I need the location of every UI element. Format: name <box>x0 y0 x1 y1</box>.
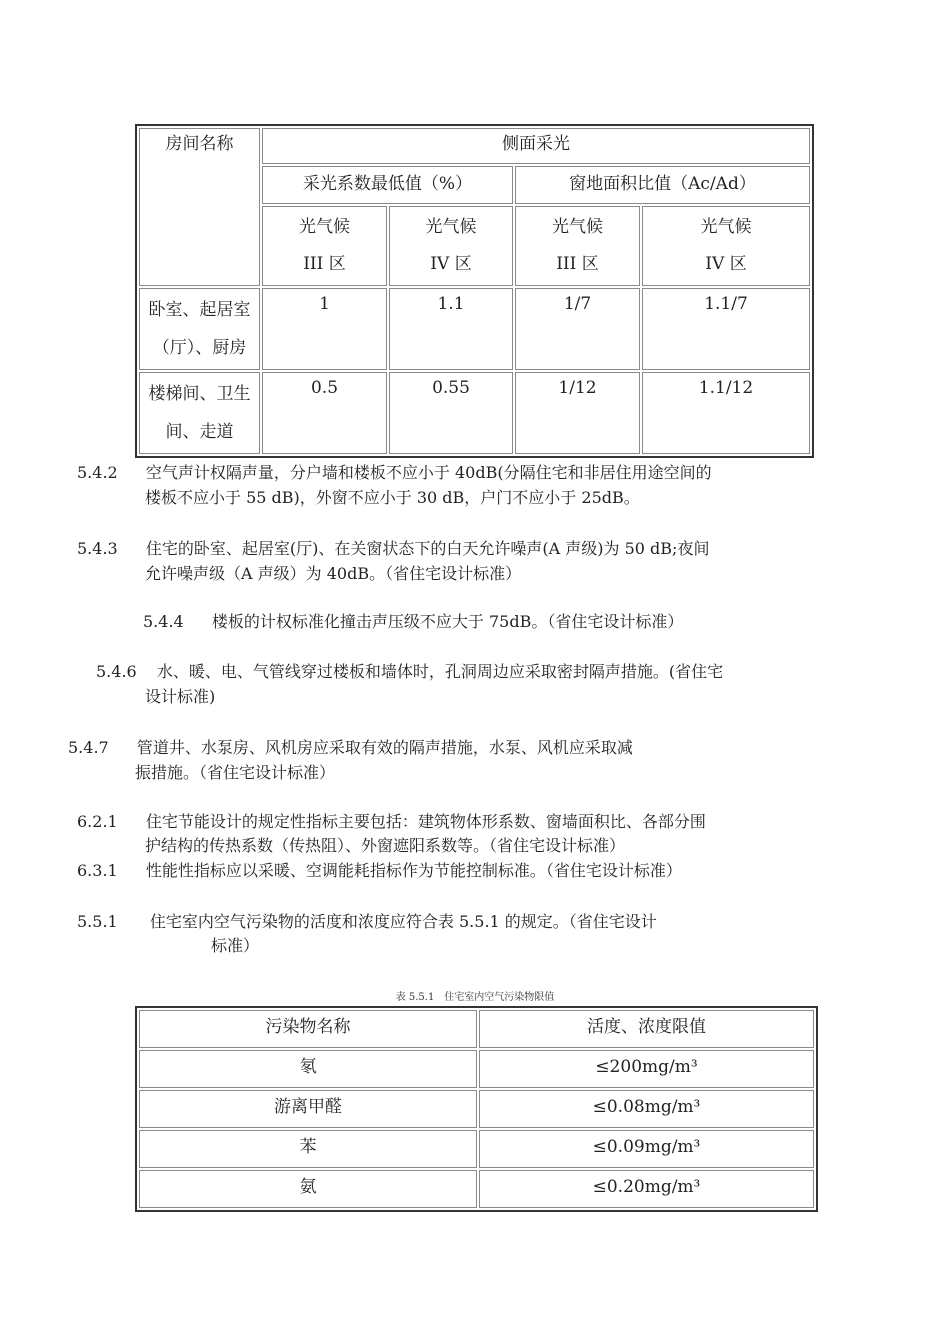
clause-number: 5.4.6 <box>96 662 137 681</box>
ratio-iii-cell: 1/7 <box>515 288 640 370</box>
clause-text-continued: 允许噪声级（A 声级）为 40dB。（省住宅设计标准） <box>145 564 522 583</box>
clause-text: 住宅的卧室、起居室(厅)、在关窗状态下的白天允许噪声(A 声级)为 50 dB;夜间 <box>145 539 710 558</box>
pollutant-table <box>135 1006 818 1212</box>
room-name-line: 卧室、起居室 <box>148 300 251 320</box>
clause-text: 住宅室内空气污染物的活度和浓度应符合表 5.5.1 的规定。（省住宅设计 <box>149 912 657 931</box>
table-row <box>139 1090 814 1128</box>
clause-number: 6.3.1 <box>77 861 118 880</box>
table-row <box>139 372 810 454</box>
table-row <box>139 1170 814 1208</box>
clause-text: 空气声计权隔声量，分户墙和楼板不应小于 40dB(分隔住宅和非居住用途空间的 <box>145 463 712 482</box>
limit-cell: ≤0.08mg/m³ <box>479 1090 814 1128</box>
table-row <box>139 1130 814 1168</box>
table-row <box>139 288 810 370</box>
clause-text: 住宅节能设计的规定性指标主要包括：建筑物体形系数、窗墙面积比、各部分围 <box>145 812 706 831</box>
limit-cell: ≤0.20mg/m³ <box>479 1170 814 1208</box>
zone-label: 光气候 <box>299 217 350 237</box>
clause-5-4-2 <box>77 460 712 485</box>
room-name-line: 间、走道 <box>165 422 234 442</box>
table-caption: 表 5.5.1 住宅室内空气污染物限值 <box>395 992 555 1003</box>
header-room-name: 房间名称 <box>139 128 260 286</box>
clause-text-continued: 楼板不应小于 55 dB)，外窗不应小于 30 dB，户门不应小于 25dB。 <box>145 488 640 507</box>
clause-text: 楼板的计权标准化撞击声压级不应大于 75dB。（省住宅设计标准） <box>211 612 684 631</box>
coef-iii-cell: 0.5 <box>262 372 387 454</box>
coef-iii-cell: 1 <box>262 288 387 370</box>
zone-label: 光气候 <box>700 217 752 237</box>
zone-iii: III 区 <box>556 254 599 274</box>
clause-6-3-1 <box>77 858 682 883</box>
header-zone-iii-ratio <box>515 206 640 286</box>
clause-number: 5.4.2 <box>77 463 118 482</box>
zone-iv: IV 区 <box>705 254 747 274</box>
zone-label: 光气候 <box>425 217 477 237</box>
clause-text: 水、暖、电、气管线穿过楼板和墙体时，孔洞周边应采取密封隔声措施。(省住宅 <box>156 662 724 681</box>
clause-text-continued: 设计标准) <box>145 687 216 706</box>
coef-iv-cell: 1.1 <box>389 288 513 370</box>
header-zone-iii-coef <box>262 206 387 286</box>
clause-5-5-1 <box>77 909 657 934</box>
header-zone-iv-ratio <box>642 206 810 286</box>
header-pollutant-name: 污染物名称 <box>139 1010 477 1048</box>
clause-5-4-3 <box>77 536 709 561</box>
clause-number: 6.2.1 <box>77 812 118 831</box>
pollutant-name-cell: 游离甲醛 <box>139 1090 477 1128</box>
pollutant-name-cell: 苯 <box>139 1130 477 1168</box>
clause-text-continued: 护结构的传热系数（传热阻）、外窗遮阳系数等。（省住宅设计标准） <box>145 836 626 855</box>
clause-text-continued: 标准） <box>211 936 260 955</box>
header-side-lighting: 侧面采光 <box>262 128 810 164</box>
zone-iv: IV 区 <box>430 254 472 274</box>
clause-number: 5.4.7 <box>68 738 109 757</box>
ratio-iv-cell: 1.1/7 <box>642 288 810 370</box>
table-row <box>139 1050 814 1088</box>
ratio-iii-cell: 1/12 <box>515 372 640 454</box>
ratio-iv-cell: 1.1/12 <box>642 372 810 454</box>
daylight-table <box>135 124 814 458</box>
zone-iii: III 区 <box>303 254 346 274</box>
pollutant-name-cell: 氨 <box>139 1170 477 1208</box>
room-name-line: （厅）、厨房 <box>152 338 247 358</box>
clause-text-continued: 振措施。（省住宅设计标准） <box>135 763 336 782</box>
room-name-cell <box>139 372 260 454</box>
coef-iv-cell: 0.55 <box>389 372 513 454</box>
zone-label: 光气候 <box>552 217 603 237</box>
clause-number: 5.5.1 <box>77 912 118 931</box>
clause-5-4-7 <box>68 735 633 760</box>
clause-6-2-1 <box>77 809 706 834</box>
room-name-line: 楼梯间、卫生 <box>148 384 251 404</box>
clause-number: 5.4.4 <box>143 612 184 631</box>
pollutant-name-cell: 氡 <box>139 1050 477 1088</box>
clause-text: 性能性指标应以采暖、空调能耗指标作为节能控制标准。（省住宅设计标准） <box>145 861 682 880</box>
clause-number: 5.4.3 <box>77 539 118 558</box>
header-zone-iv-coef <box>389 206 513 286</box>
clause-5-4-4 <box>143 609 683 634</box>
limit-cell: ≤200mg/m³ <box>479 1050 814 1088</box>
clause-text: 管道井、水泵房、风机房应采取有效的隔声措施，水泵、风机应采取减 <box>136 738 633 757</box>
header-limit: 活度、浓度限值 <box>479 1010 814 1048</box>
header-daylight-coefficient: 采光系数最低值（%） <box>262 166 513 204</box>
limit-cell: ≤0.09mg/m³ <box>479 1130 814 1168</box>
room-name-cell <box>139 288 260 370</box>
header-window-floor-ratio: 窗地面积比值（Ac/Ad） <box>515 166 810 204</box>
clause-5-4-6 <box>96 659 723 684</box>
